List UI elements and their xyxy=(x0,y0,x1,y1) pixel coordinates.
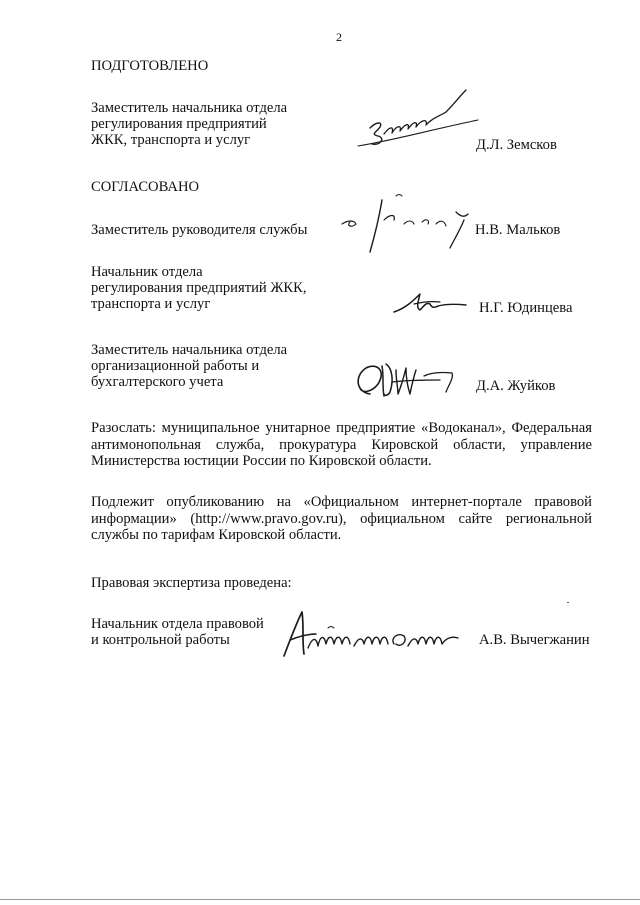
legal-review-position xyxy=(91,616,264,648)
agreed-name-1: Н.В. Мальков xyxy=(475,222,561,238)
signature-zemskov xyxy=(350,86,485,158)
agreed-position-2 xyxy=(91,264,307,312)
position-line: регулирования предприятий ЖКК, xyxy=(91,280,307,296)
agreed-name-3: Д.А. Жуйков xyxy=(476,378,556,394)
publication-paragraph: Подлежит опубликованию на «Официальном интернет-портале правовой информации» (http://www.pravo.gov.ru), официальном сайте региональной службы по тарифам Кировской области. xyxy=(91,494,592,543)
agreed-name-2: Н.Г. Юдинцева xyxy=(479,300,573,316)
agreed-position-3 xyxy=(91,342,287,390)
signature-malkov xyxy=(336,190,476,260)
page-bottom-edge xyxy=(0,899,640,900)
position-line: транспорта и услуг xyxy=(91,296,211,312)
position-line: ЖКК, транспорта и услуг xyxy=(91,132,251,148)
signature-vychegzhanin xyxy=(276,604,474,662)
legal-review-name: А.В. Вычегжанин xyxy=(479,632,590,648)
signature-zhuykov xyxy=(348,358,473,402)
legal-review-text: Правовая экспертиза проведена: xyxy=(91,575,292,591)
position-line: Заместитель начальника отдела xyxy=(91,100,288,116)
agreed-heading: СОГЛАСОВАНО xyxy=(91,179,200,195)
position-line: Начальник отдела xyxy=(91,264,203,280)
prepared-heading: ПОДГОТОВЛЕНО xyxy=(91,58,209,74)
position-line: бухгалтерского учета xyxy=(91,374,224,390)
prepared-position xyxy=(91,100,287,148)
agreed-position-1: Заместитель руководителя службы xyxy=(91,222,308,238)
distribution-paragraph: Разослать: муниципальное унитарное предприятие «Водоканал», Федеральная антимонопольная служба, прокуратура Кировской области, управление Министерства юстиции России по Кировской области. xyxy=(91,420,592,469)
position-line: и контрольной работы xyxy=(91,632,230,648)
position-line: организационной работы и xyxy=(91,358,260,374)
scan-speck xyxy=(567,602,569,603)
signature-yudintseva xyxy=(390,288,470,322)
position-line: регулирования предприятий xyxy=(91,116,267,132)
prepared-name: Д.Л. Земсков xyxy=(476,137,557,153)
position-line: Начальник отдела правовой xyxy=(91,616,264,632)
position-line: Заместитель начальника отдела xyxy=(91,342,288,358)
page-number: 2 xyxy=(336,30,342,44)
